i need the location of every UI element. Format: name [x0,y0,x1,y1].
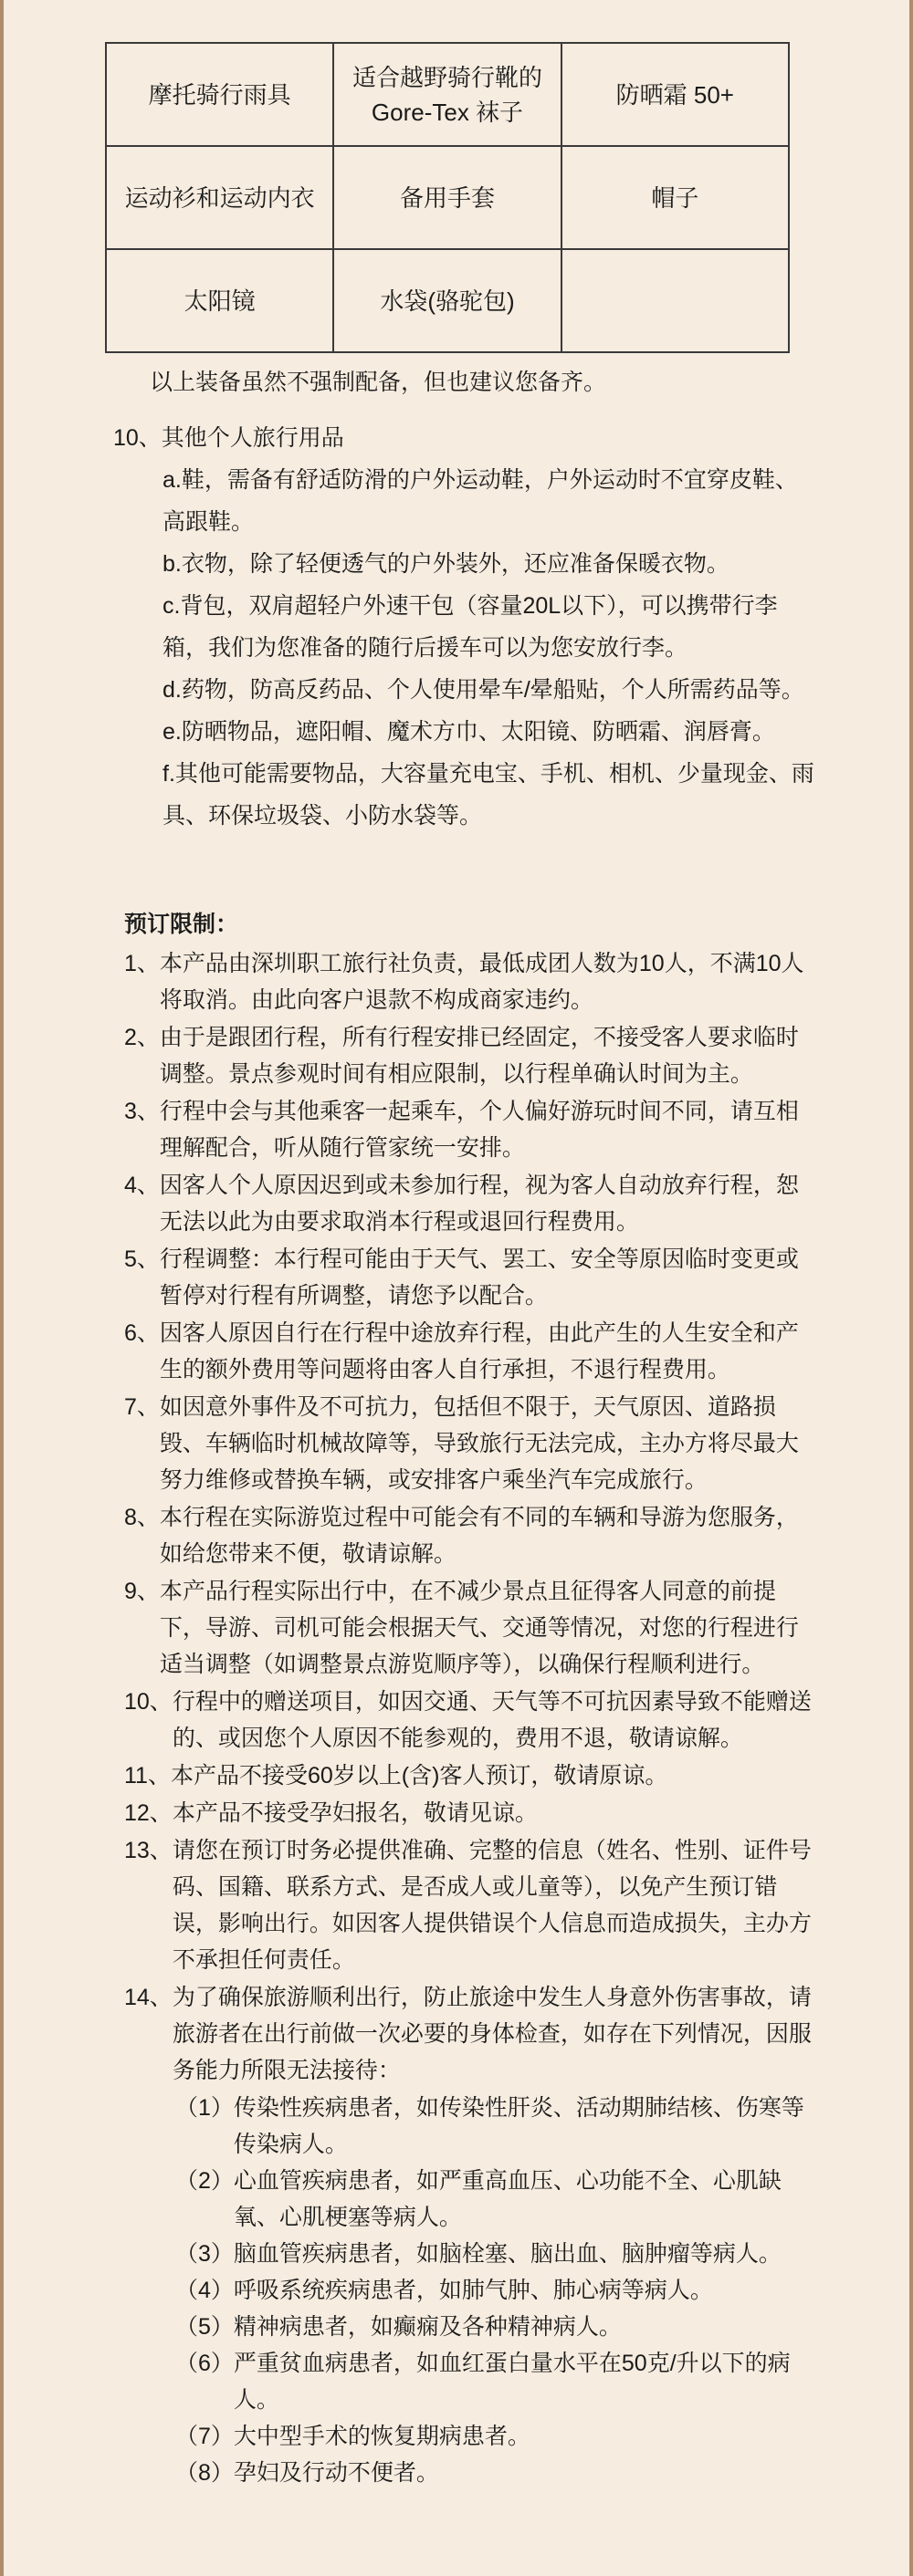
condition-item [175,2163,814,2236]
restriction-item [124,1795,814,1831]
restriction-item [124,1499,814,1572]
item-text: 本产品不接受孕妇报名，敬请见谅。 [172,1800,538,1826]
condition-number: （4） [175,2278,234,2303]
restriction-item [124,1389,814,1498]
gear-table-note: 以上装备虽然不强制配备，但也建议您备齐。 [150,370,607,395]
condition-item [175,2418,814,2455]
content [102,42,814,2491]
restriction-item [124,1573,814,1683]
condition-text: 精神病患者，如癫痫及各种精神病人。 [233,2314,622,2340]
condition-item [175,2236,814,2272]
restriction-item [124,1757,814,1794]
restriction-item [124,1167,814,1240]
table-cell [561,249,789,352]
item-text: 行程中会与其他乘客一起乘车，个人偏好游玩时间不同，请互相理解配合，听从随行管家统一安排。 [159,1099,799,1161]
item-text: 行程中的赠送项目，如因交通、天气等不可抗因素导致不能赠送的、或因您个人原因不能参观的，费用不退，敬请谅解。 [172,1689,812,1751]
table-cell: 太阳镜 [106,249,333,352]
spacer [102,837,814,904]
restriction-item [124,1315,814,1388]
item-number: 10、 [124,1689,173,1715]
list-item: f.其他可能需要物品，大容量充电宝、手机、相机、少量现金、雨具、环保垃圾袋、小防水袋等。 [163,761,814,829]
condition-number: （1） [175,2095,234,2121]
restriction-item [124,1019,814,1092]
condition-item [175,2309,814,2345]
list-item: b.衣物，除了轻便透气的户外装外，还应准备保暖衣物。 [163,551,729,577]
table-cell: 帽子 [561,146,789,249]
table-cell: 防晒霜 50+ [561,43,789,146]
item-text: 本行程在实际游览过程中可能会有不同的车辆和导游为您服务，如给您带来不便，敬请谅解。 [159,1505,799,1567]
item-number: 1、 [124,951,160,976]
condition-item [175,2272,814,2309]
item-text: 本产品不接受60岁以上(含)客人预订，敬请原谅。 [170,1763,668,1789]
table-cell: 适合越野骑行靴的 Gore-Tex 袜子 [333,43,561,146]
item-number: 12、 [124,1800,173,1826]
condition-item [175,2090,814,2163]
item-number: 14、 [124,1985,173,2010]
item-number: 11、 [124,1763,171,1789]
item-text: 请您在预订时务必提供准确、完整的信息（姓名、性别、证件号码、国籍、联系方式、是否成人或儿童等），以免产生预订错误，影响出行。如因客人提供错误个人信息而造成损失，主办方不承担任何责任。 [172,1838,812,1973]
item-number: 2、 [124,1025,160,1050]
restriction-item [124,1093,814,1166]
item-number: 9、 [124,1579,160,1604]
item-number: 8、 [124,1505,160,1530]
table-cell: 水袋(骆驼包) [333,249,561,352]
list-item: d.药物，防高反药品、个人使用晕车/晕船贴，个人所需药品等。 [163,677,804,703]
table-cell: 运动衫和运动内衣 [106,146,333,249]
condition-text: 传染性疾病患者，如传染性肝炎、活动期肺结核、伤寒等传染病人。 [233,2095,804,2157]
list-item: c.背包，双肩超轻户外速干包（容量20L以下），可以携带行李箱，我们为您准备的随行后援车可以为您安放行李。 [163,593,778,661]
item-text: 本产品行程实际出行中，在不减少景点且征得客人同意的前提下，导游、司机可能会根据天气、交通等情况，对您的行程进行适当调整（如调整景点游览顺序等），以确保行程顺利进行。 [159,1579,799,1677]
condition-number: （2） [175,2168,234,2194]
table-cell: 摩托骑行雨具 [106,43,333,146]
restriction-item [124,1979,814,2089]
item-text: 因客人个人原因迟到或未参加行程，视为客人自动放弃行程，恕无法以此为由要求取消本行程或退回行程费用。 [159,1173,799,1235]
item-number: 13、 [124,1838,173,1863]
item-text: 行程调整：本行程可能由于天气、罢工、安全等原因临时变更或暂停对行程有所调整，请您予以配合。 [159,1246,799,1309]
restriction-item [124,1684,814,1757]
condition-number: （3） [175,2241,234,2267]
condition-item [175,2455,814,2491]
gear-table [105,42,790,353]
item-number: 5、 [124,1246,160,1272]
restriction-item [124,1241,814,1314]
condition-number: （8） [175,2460,234,2486]
item-number: 3、 [124,1099,160,1124]
condition-text: 严重贫血病患者，如血红蛋白量水平在50克/升以下的病人。 [233,2351,791,2413]
condition-text: 呼吸系统疾病患者，如肺气肿、肺心病等病人。 [233,2278,713,2303]
condition-number: （6） [175,2351,234,2376]
item-number: 4、 [124,1173,160,1198]
condition-item [175,2345,814,2418]
list-item: a.鞋，需备有舒适防滑的户外运动鞋，户外运动时不宜穿皮鞋、高跟鞋。 [163,467,798,535]
item-text: 如因意外事件及不可抗力，包括但不限于，天气原因、道路损毁、车辆临时机械故障等，导致旅行无法完成，主办方将尽最大努力维修或替换车辆，或安排客户乘坐汽车完成旅行。 [159,1394,799,1493]
condition-text: 孕妇及行动不便者。 [233,2460,439,2486]
restrictions-title: 预订限制： [124,912,239,937]
table-row [106,43,789,146]
condition-list [175,2090,814,2491]
item-text: 为了确保旅游顺利出行，防止旅途中发生人身意外伤害事故，请旅游者在出行前做一次必要的身体检查，如存在下列情况，因服务能力所限无法接待： [172,1985,812,2083]
table-row [106,146,789,249]
restriction-item [124,945,814,1018]
item-text: 本产品由深圳职工旅行社负责，最低成团人数为10人，不满10人将取消。由此向客户退款不构成商家违约。 [159,951,804,1013]
item-text: 因客人原因自行在行程中途放弃行程，由此产生的人生安全和产生的额外费用等问题将由客人自行承担，不退行程费用。 [159,1320,799,1382]
condition-text: 脑血管疾病患者，如脑栓塞、脑出血、脑肿瘤等病人。 [233,2241,782,2267]
table-row [106,249,789,352]
item-number: 7、 [124,1394,160,1420]
item-text: 由于是跟团行程，所有行程安排已经固定，不接受客人要求临时调整。景点参观时间有相应限制，以行程单确认时间为主。 [159,1025,799,1087]
item-number: 6、 [124,1320,160,1346]
condition-number: （7） [175,2424,234,2449]
list-item: e.防晒物品，遮阳帽、魔术方巾、太阳镜、防晒霜、润唇膏。 [163,719,775,745]
condition-text: 大中型手术的恢复期病患者。 [233,2424,530,2449]
section-10-heading: 10、其他个人旅行用品 [113,425,344,451]
restriction-item [124,1832,814,1978]
condition-number: （5） [175,2314,234,2340]
table-cell: 备用手套 [333,146,561,249]
condition-text: 心血管疾病患者，如严重高血压、心功能不全、心肌缺氧、心肌梗塞等病人。 [233,2168,782,2230]
